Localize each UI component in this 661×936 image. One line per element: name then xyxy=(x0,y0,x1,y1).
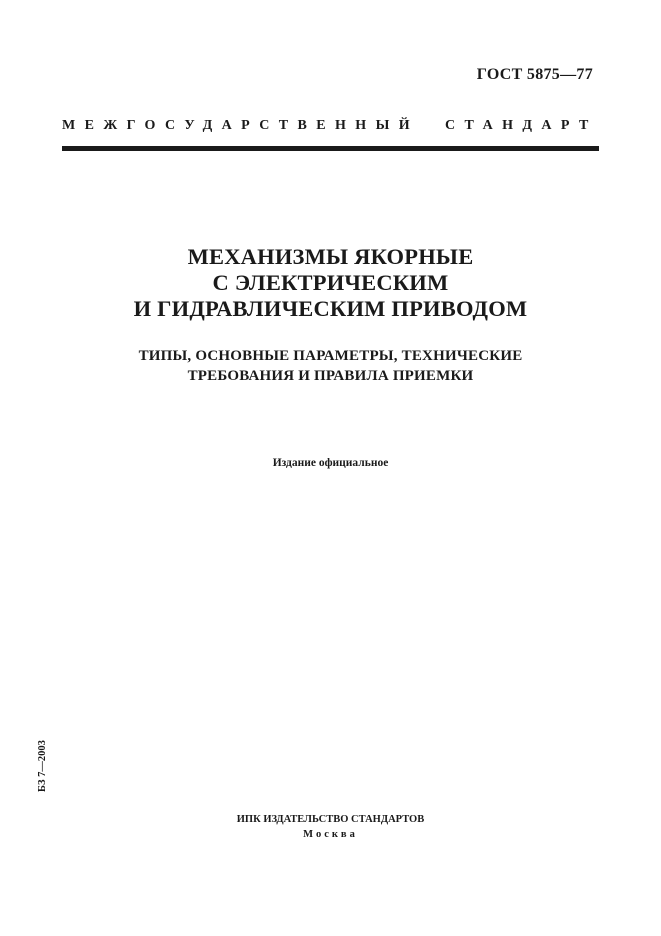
subtitle-line: ТРЕБОВАНИЯ И ПРАВИЛА ПРИЕМКИ xyxy=(187,368,474,384)
document-subtitle xyxy=(0,346,661,386)
edition-label: Издание официальное xyxy=(272,457,389,469)
standard-code: ГОСТ 5875—77 xyxy=(476,66,593,83)
title-line: И ГИДРАВЛИЧЕСКИМ ПРИВОДОМ xyxy=(133,296,528,321)
side-catalog-code: БЗ 7—2003 xyxy=(37,740,48,792)
header-rule xyxy=(62,146,599,151)
title-line: МЕХАНИЗМЫ ЯКОРНЫЕ xyxy=(187,244,474,269)
publisher-name: ИПК ИЗДАТЕЛЬСТВО СТАНДАРТОВ xyxy=(236,814,425,825)
header-word-interstate: МЕЖГОСУДАРСТВЕННЫЙ xyxy=(62,118,420,133)
publisher-city: Москва xyxy=(303,829,358,840)
subtitle-line: ТИПЫ, ОСНОВНЫЕ ПАРАМЕТРЫ, ТЕХНИЧЕСКИЕ xyxy=(138,348,523,364)
standard-header xyxy=(62,118,602,134)
header-word-standard: СТАНДАРТ xyxy=(445,118,598,133)
title-line: С ЭЛЕКТРИЧЕСКИМ xyxy=(212,270,449,295)
document-title xyxy=(0,244,661,322)
